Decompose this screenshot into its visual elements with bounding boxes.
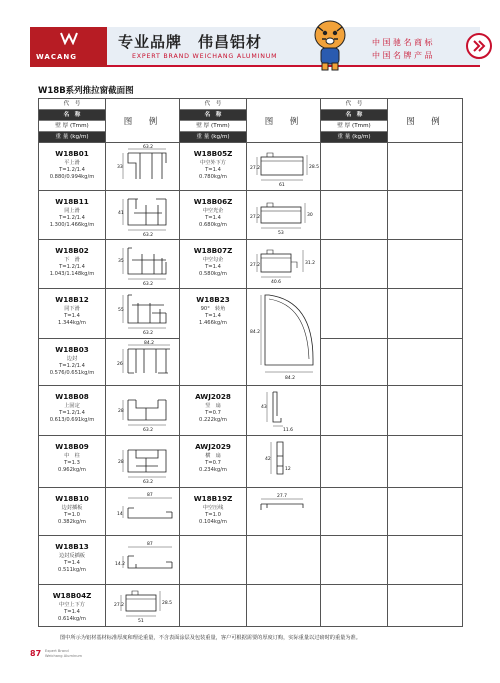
- header-name: 名 称: [39, 110, 105, 121]
- dim-label: 27.7: [277, 494, 288, 499]
- empty-cell: [321, 289, 388, 339]
- product-thickness: T=1.4: [205, 313, 221, 319]
- product-thickness: T=1.2/1.4: [59, 264, 85, 270]
- table-row: [39, 536, 463, 585]
- table-row: [39, 488, 463, 536]
- empty-cell: [247, 585, 321, 627]
- dim-label: 63.2: [143, 233, 154, 238]
- header-figure: 图 例: [106, 99, 180, 143]
- product-info: [39, 240, 106, 289]
- empty-cell: [321, 143, 388, 191]
- page-footer-line: Weichang Aluminum: [45, 654, 82, 658]
- product-code: W18B11: [55, 197, 89, 206]
- product-thickness: T=1.3: [64, 460, 80, 466]
- dim-label: 84.2: [144, 341, 155, 346]
- product-info: [39, 386, 106, 436]
- header-weight: 重 量 (kg/m): [321, 132, 387, 142]
- empty-cell: [388, 585, 463, 627]
- profile-drawing-w18b10: [106, 488, 180, 536]
- product-info: [39, 436, 106, 488]
- empty-cell: [388, 488, 463, 536]
- profile-drawing-w18b13: [106, 536, 180, 585]
- product-name: 中 柱: [64, 453, 80, 459]
- product-thickness: T=0.7: [205, 410, 221, 416]
- dim-label: 40.6: [271, 280, 282, 285]
- header-code: 代 号: [39, 99, 105, 110]
- dim-label: 61: [279, 183, 285, 188]
- product-weight: 0.234kg/m: [199, 467, 227, 473]
- product-info: [180, 436, 247, 488]
- profile-figure: [106, 386, 180, 436]
- dim-label: 43: [261, 405, 267, 410]
- product-thickness: T=1.4: [205, 215, 221, 221]
- dim-label: 42: [265, 457, 271, 462]
- empty-cell: [321, 585, 388, 627]
- product-weight: 0.511kg/m: [58, 567, 86, 573]
- product-code: W18B10: [55, 494, 89, 503]
- empty-cell: [321, 386, 388, 436]
- header-name: 名 称: [321, 110, 387, 121]
- empty-cell: [321, 488, 388, 536]
- header-thickness: 壁 厚 (Tmm): [39, 121, 105, 132]
- dim-label: 35: [118, 259, 124, 264]
- profile-drawing-w18b02: [106, 240, 180, 289]
- product-code: W18B04Z: [52, 591, 92, 600]
- dim-label: 28.5: [162, 601, 173, 606]
- dim-label: 28: [118, 409, 124, 414]
- famous-trademark-text: 中国驰名商标: [372, 38, 435, 47]
- dim-label: 84.2: [250, 330, 261, 335]
- profile-figure: [106, 339, 180, 386]
- product-info: [39, 143, 106, 191]
- product-name: 中空勾企: [202, 257, 224, 263]
- empty-cell: [388, 191, 463, 240]
- profile-figure: [247, 143, 321, 191]
- profile-figure: [106, 240, 180, 289]
- logo-mark-icon: [60, 31, 78, 45]
- table-row: [39, 289, 463, 339]
- product-info: [39, 585, 106, 627]
- product-thickness: T=0.7: [205, 460, 221, 466]
- dim-label: 87: [147, 493, 153, 498]
- empty-cell: [388, 240, 463, 289]
- empty-cell: [321, 191, 388, 240]
- product-code: AWJ2028: [195, 392, 231, 401]
- product-code: W18B07Z: [193, 246, 233, 255]
- profile-figure: [247, 191, 321, 240]
- product-weight: 1.466kg/m: [199, 320, 227, 326]
- dim-label: 63.2: [143, 480, 154, 485]
- table-row: [39, 240, 463, 289]
- header-name: 名 称: [180, 110, 246, 121]
- dim-label: 14: [117, 512, 123, 517]
- product-info: [180, 240, 247, 289]
- product-info: [39, 488, 106, 536]
- product-thickness: T=1.4: [64, 560, 80, 566]
- dim-label: 12: [285, 467, 291, 472]
- dim-label: 28: [118, 460, 124, 465]
- product-name: 竖 扇: [205, 403, 221, 409]
- empty-cell: [321, 436, 388, 488]
- product-code: W18B23: [196, 295, 230, 304]
- product-weight: 0.613/0.691kg/m: [49, 417, 95, 423]
- table-row: [39, 386, 463, 436]
- product-name: 90° 转角: [200, 306, 226, 312]
- product-info: [180, 191, 247, 240]
- profile-figure: [106, 536, 180, 585]
- profile-drawing-w18b08: [106, 386, 180, 436]
- empty-cell: [388, 289, 463, 339]
- profile-drawing-w18b23: [247, 289, 321, 385]
- tiger-mascot-icon: [310, 17, 350, 71]
- product-weight: 0.576/0.651kg/m: [49, 370, 95, 376]
- empty-cell: [180, 536, 247, 585]
- product-info: [180, 289, 247, 386]
- dim-label: 11.6: [283, 428, 294, 433]
- product-thickness: T=1.4: [64, 609, 80, 615]
- empty-cell: [321, 240, 388, 289]
- empty-cell: [388, 339, 463, 386]
- header-banner: [30, 27, 480, 67]
- header-code: 代 号: [180, 99, 246, 110]
- empty-cell: [321, 536, 388, 585]
- profile-drawing-w18b09: [106, 436, 180, 488]
- product-weight: 0.614kg/m: [58, 616, 86, 622]
- dim-label: 27.2: [250, 215, 261, 220]
- profile-figure: [106, 585, 180, 627]
- header-figure: 图 例: [388, 99, 463, 143]
- product-weight: 0.382kg/m: [58, 519, 86, 525]
- dim-label: 41: [118, 211, 124, 216]
- product-code: W18B02: [55, 246, 89, 255]
- profile-drawing-w18b05z: [247, 143, 321, 191]
- product-name: 边封插板: [61, 505, 83, 511]
- footnote: 图中所示为铝材基材标准厚度和理论重量，不含表面涂层及包装重量，客户可根据需要的厚度订购，实际重量以过磅时的重量为准。: [60, 635, 361, 641]
- empty-cell: [180, 585, 247, 627]
- product-name: 中空压线: [202, 505, 224, 511]
- profile-figure: [106, 488, 180, 536]
- product-name: 下 滑: [64, 257, 80, 263]
- product-code: W18B01: [55, 149, 89, 158]
- dim-label: 14.2: [115, 562, 126, 567]
- product-info: [180, 488, 247, 536]
- profile-drawing-awj2029: [247, 436, 321, 488]
- profile-figure: [106, 143, 180, 191]
- product-name: 同下滑: [64, 306, 80, 312]
- product-thickness: T=1.2/1.4: [59, 215, 85, 221]
- header-weight: 重 量 (kg/m): [39, 132, 105, 142]
- profile-drawing-awj2028: [247, 386, 321, 436]
- profile-figure: [247, 436, 321, 488]
- page-footer-brand: [45, 649, 82, 659]
- profile-figure: [247, 488, 321, 536]
- dim-label: 55: [118, 308, 124, 313]
- brand-name: WACANG: [36, 53, 77, 61]
- dim-label: 27.2: [250, 263, 261, 268]
- profile-figure: [247, 289, 321, 386]
- page-footer-line: Expert Brand: [45, 649, 69, 653]
- product-info: [39, 191, 106, 240]
- product-name: 平上滑: [64, 160, 80, 166]
- product-info: [39, 339, 106, 386]
- product-name: 横 扇: [205, 453, 221, 459]
- product-info: [180, 143, 247, 191]
- table-row: [39, 191, 463, 240]
- empty-cell: [388, 386, 463, 436]
- product-code: W18B12: [55, 295, 89, 304]
- table-header-row: [39, 99, 463, 143]
- product-weight: 0.780kg/m: [199, 174, 227, 180]
- product-name: 边封: [66, 356, 78, 362]
- header-figure: 图 例: [247, 99, 321, 143]
- profile-table: [38, 98, 463, 627]
- product-thickness: T=1.2/1.4: [59, 363, 85, 369]
- header-thickness: 壁 厚 (Tmm): [180, 121, 246, 132]
- product-code: W18B19Z: [193, 494, 233, 503]
- header-weight: 重 量 (kg/m): [180, 132, 246, 142]
- brand-logo: [30, 27, 107, 67]
- dim-label: 27.2: [114, 603, 125, 608]
- table-row: [39, 436, 463, 488]
- product-name: 同上滑: [64, 208, 80, 214]
- dim-label: 63.2: [143, 331, 154, 336]
- header-code: 代 号: [321, 99, 387, 110]
- product-code: W18B08: [55, 392, 89, 401]
- dim-label: 63.2: [143, 282, 154, 287]
- dim-label: 84.2: [285, 376, 296, 381]
- product-thickness: T=1.2/1.4: [59, 167, 85, 173]
- product-weight: 0.222kg/m: [199, 417, 227, 423]
- empty-cell: [388, 536, 463, 585]
- slogan: 专业品牌 伟昌铝材: [118, 33, 263, 51]
- empty-cell: [388, 436, 463, 488]
- product-info: [180, 386, 247, 436]
- product-code: W18B13: [55, 542, 89, 551]
- profile-drawing-w18b01: [106, 143, 180, 191]
- dim-label: 51: [138, 619, 144, 624]
- product-weight: 0.104kg/m: [199, 519, 227, 525]
- certification-badge-icon: [466, 33, 492, 59]
- profile-figure: [247, 240, 321, 289]
- dim-label: 27.2: [250, 166, 261, 171]
- product-thickness: T=1.2/1.4: [59, 410, 85, 416]
- slogan-english: EXPERT BRAND WEICHANG ALUMINUM: [132, 53, 278, 60]
- empty-cell: [247, 536, 321, 585]
- product-code: AWJ2029: [195, 442, 231, 451]
- profile-figure: [106, 191, 180, 240]
- dim-label: 63.2: [143, 428, 154, 433]
- product-thickness: T=1.0: [205, 512, 221, 518]
- dim-label: 87: [147, 542, 153, 547]
- profile-drawing-w18b11: [106, 191, 180, 240]
- table-row: [39, 143, 463, 191]
- product-thickness: T=1.4: [205, 167, 221, 173]
- dim-label: 63.2: [143, 145, 154, 150]
- profile-drawing-w18b07z: [247, 240, 321, 289]
- profile-drawing-w18b19z: [247, 488, 321, 536]
- product-weight: 0.580kg/m: [199, 271, 227, 277]
- dim-label: 30: [307, 213, 313, 218]
- product-thickness: T=1.4: [205, 264, 221, 270]
- profile-figure: [106, 436, 180, 488]
- product-weight: 1.043/1.148kg/m: [49, 271, 95, 277]
- profile-drawing-w18b12: [106, 289, 180, 339]
- header-thickness: 壁 厚 (Tmm): [321, 121, 387, 132]
- empty-cell: [321, 339, 388, 386]
- product-name: 中空光企: [202, 208, 224, 214]
- product-info: [39, 289, 106, 339]
- famous-brand-text: 中国名牌产品: [372, 51, 435, 60]
- product-weight: 0.962kg/m: [58, 467, 86, 473]
- product-weight: 0.880/0.994kg/m: [49, 174, 95, 180]
- product-name: 中空上下方: [59, 602, 85, 608]
- product-name: 边封反插板: [59, 553, 85, 559]
- empty-cell: [388, 143, 463, 191]
- profile-figure: [247, 386, 321, 436]
- product-thickness: T=1.4: [64, 313, 80, 319]
- product-weight: 1.300/1.466kg/m: [49, 222, 95, 228]
- product-weight: 1.344kg/m: [58, 320, 86, 326]
- profile-drawing-w18b03: [106, 339, 180, 386]
- dim-label: 31.2: [305, 261, 316, 266]
- product-code: W18B09: [55, 442, 89, 451]
- profile-drawing-w18b06z: [247, 191, 321, 240]
- dim-label: 28.5: [309, 165, 320, 170]
- dim-label: 53: [278, 231, 284, 236]
- dim-label: 33: [117, 165, 123, 170]
- product-code: W18B05Z: [193, 149, 233, 158]
- product-code: W18B06Z: [193, 197, 233, 206]
- product-name: 中空外下方: [200, 160, 226, 166]
- product-name: 上固定: [64, 403, 80, 409]
- page-title: W18B系列推拉窗截面图: [38, 86, 134, 96]
- profile-drawing-w18b04z: [106, 585, 180, 627]
- table-row: [39, 585, 463, 627]
- dim-label: 26: [117, 362, 123, 367]
- product-code: W18B03: [55, 345, 89, 354]
- product-info: [39, 536, 106, 585]
- page-number: 87: [30, 649, 42, 658]
- profile-figure: [106, 289, 180, 339]
- product-thickness: T=1.0: [64, 512, 80, 518]
- product-weight: 0.680kg/m: [199, 222, 227, 228]
